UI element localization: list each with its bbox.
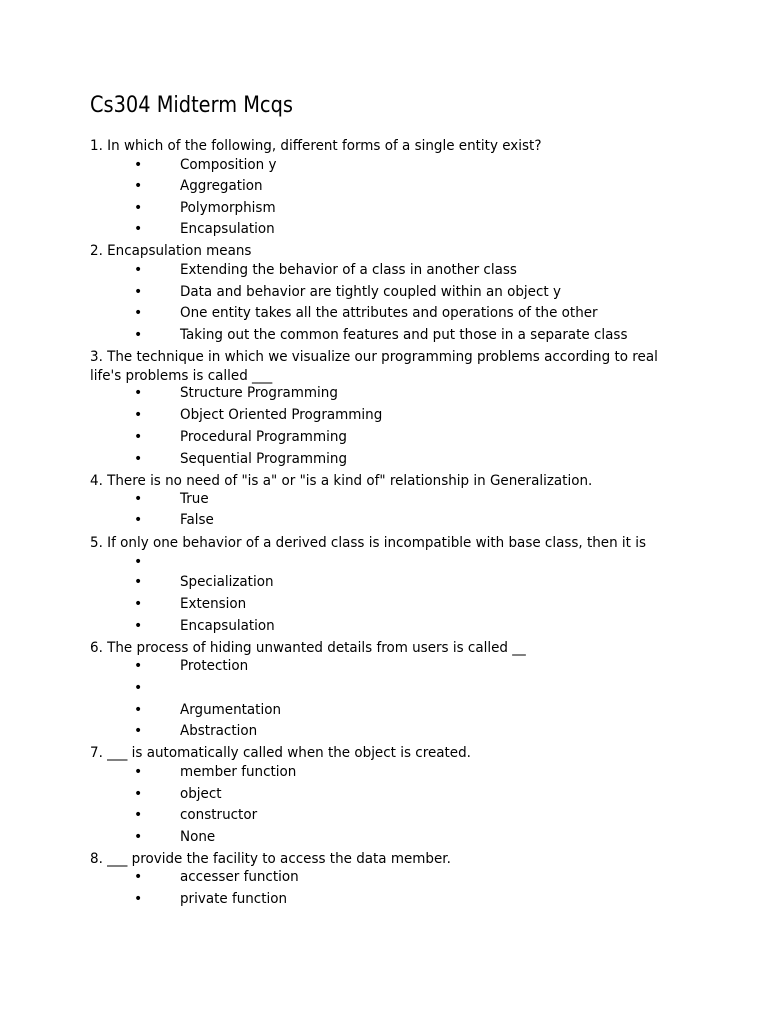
bullet-icon: • [134, 702, 143, 718]
option-text: Sequential Programming [180, 451, 348, 467]
option-text: Structure Programming [180, 385, 338, 401]
question-text: 8. ___ provide the facility to access the data member. [90, 851, 451, 867]
question-6 [90, 639, 559, 658]
option-text: Procedural Programming [180, 429, 347, 445]
option-text: False [180, 512, 214, 528]
question-text: 5. If only one behavior of a derived class is incompatible with base class, then it is [90, 535, 647, 551]
bullet-icon: • [134, 891, 143, 907]
bullet-icon: • [134, 618, 143, 634]
bullet-icon: • [134, 221, 143, 237]
question-4 [90, 472, 630, 491]
question-1 [90, 137, 575, 156]
option-text: private function [180, 891, 288, 907]
option-text: Encapsulation [180, 618, 275, 634]
option-text: object [180, 786, 222, 802]
option-text: Polymorphism [180, 200, 276, 216]
bullet-icon: • [134, 407, 143, 423]
bullet-icon: • [134, 491, 143, 507]
bullet-icon: • [134, 658, 143, 674]
option-text: Extending the behavior of a class in another class [180, 262, 517, 278]
bullet-icon: • [134, 262, 143, 278]
question-text: 2. Encapsulation means [90, 243, 252, 259]
bullet-icon: • [134, 385, 143, 401]
bullet-icon: • [134, 764, 143, 780]
bullet-icon: • [134, 451, 143, 467]
question-7 [90, 744, 500, 763]
question-text: 1. In which of the following, different forms of a single entity exist? [90, 138, 542, 154]
option-text: Composition y [180, 157, 277, 173]
bullet-icon: • [134, 554, 143, 570]
question-5 [90, 534, 688, 553]
bullet-icon: • [134, 200, 143, 216]
question-text: 7. ___ is automatically called when the object is created. [90, 745, 471, 761]
bullet-icon: • [134, 327, 143, 343]
question-text: life's problems is called ___ [90, 368, 273, 384]
option-text: Specialization [180, 574, 274, 590]
option-text: Aggregation [180, 178, 263, 194]
option-text: Extension [180, 596, 247, 612]
option-text: True [180, 491, 209, 507]
bullet-icon: • [134, 512, 143, 528]
bullet-icon: • [134, 596, 143, 612]
option-text: None [180, 829, 216, 845]
option-text: Argumentation [180, 702, 282, 718]
bullet-icon: • [134, 869, 143, 885]
option-text: Abstraction [180, 723, 258, 739]
bullet-icon: • [134, 574, 143, 590]
question-2 [90, 242, 264, 261]
option-text: Data and behavior are tightly coupled within an object y [180, 284, 561, 300]
option-text: constructor [180, 807, 258, 823]
question-text: 4. There is no need of "is a" or "is a kind of" relationship in Generalization. [90, 473, 593, 489]
question-text: 6. The process of hiding unwanted details from users is called __ [90, 640, 526, 656]
option-text: One entity takes all the attributes and operations of the other [180, 305, 598, 321]
bullet-icon: • [134, 807, 143, 823]
bullet-icon: • [134, 829, 143, 845]
option-text: Encapsulation [180, 221, 275, 237]
bullet-icon: • [134, 680, 143, 696]
bullet-icon: • [134, 429, 143, 445]
bullet-icon: • [134, 786, 143, 802]
question-3 [90, 348, 701, 367]
bullet-icon: • [134, 723, 143, 739]
option-text: accesser function [180, 869, 299, 885]
question-8 [90, 850, 478, 869]
bullet-icon: • [134, 178, 143, 194]
option-text: Object Oriented Programming [180, 407, 383, 423]
option-text: Protection [180, 658, 249, 674]
question-text: 3. The technique in which we visualize our programming problems according to real [90, 349, 658, 365]
bullet-icon: • [134, 157, 143, 173]
page-title: Cs304 Midterm Mcqs [90, 93, 293, 118]
bullet-icon: • [134, 284, 143, 300]
option-text: Taking out the common features and put those in a separate class [180, 327, 628, 343]
bullet-icon: • [134, 305, 143, 321]
option-text: member function [180, 764, 297, 780]
